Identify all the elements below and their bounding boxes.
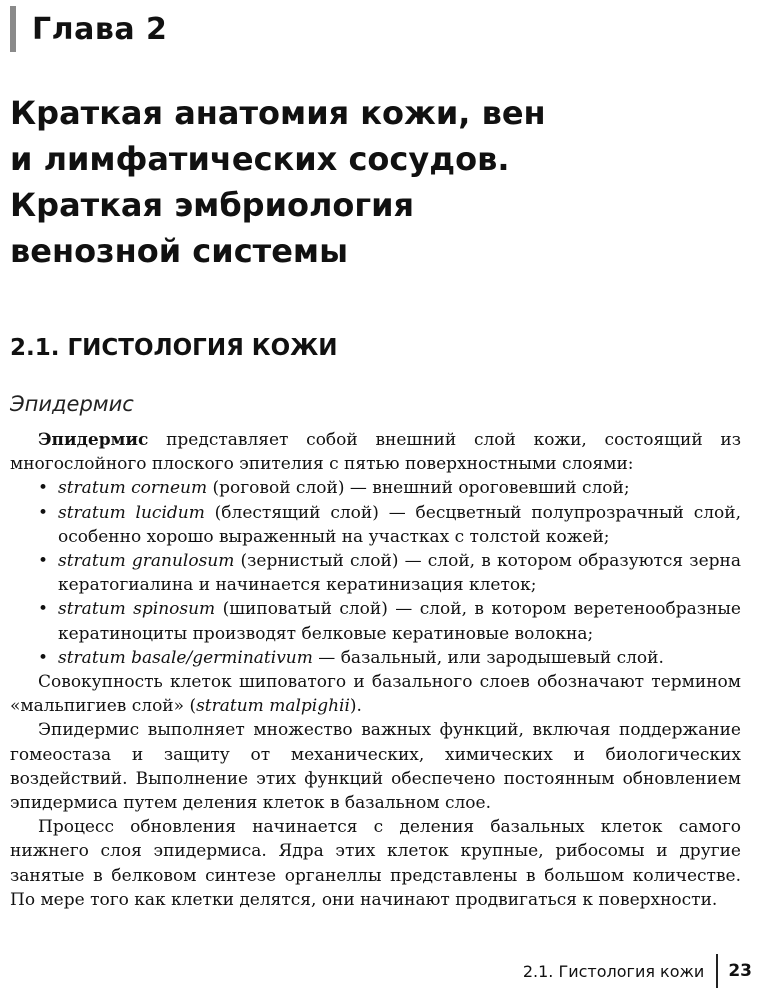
list-item bbox=[10, 501, 741, 549]
layer-latin: stratum lucidum bbox=[58, 502, 205, 523]
list-item bbox=[10, 646, 741, 670]
section-heading: 2.1. ГИСТОЛОГИЯ КОЖИ bbox=[10, 335, 338, 361]
layer-latin: stratum corneum bbox=[58, 478, 208, 499]
footer-section-title: 2.1. Гистология кожи bbox=[522, 961, 705, 981]
renewal-paragraph: Процесс обновления начинается с деления базальных клеток самого нижнего слоя эпидермиса. Ядра этих клеток крупные, рибосомы и другие занятые в белковом синтезе органеллы представлены в большом количестве. По мере того как клетки делятся, они начинают продвигаться к поверхности. bbox=[10, 817, 741, 910]
bullet-icon: • bbox=[38, 599, 49, 620]
subsection-heading: Эпидермис bbox=[10, 392, 134, 416]
layer-latin: stratum spinosum bbox=[58, 599, 216, 620]
layer-text: — базальный, или зародышевый слой. bbox=[312, 647, 664, 668]
chapter-label: Глава 2 bbox=[32, 11, 168, 47]
list-item bbox=[10, 597, 741, 645]
bullet-icon: • bbox=[38, 502, 49, 523]
chapter-title-line: Краткая эмбриология bbox=[10, 186, 415, 224]
layers-list bbox=[10, 476, 741, 670]
layer-text: (блестящий слой) — бесцветный полупрозрачный слой, особенно хорошо выраженный на участках с толстой кожей; bbox=[58, 502, 741, 547]
chapter-title-line: Краткая анатомия кожи, вен bbox=[10, 94, 546, 132]
page-number: 23 bbox=[728, 961, 752, 981]
chapter-title bbox=[10, 90, 750, 274]
list-item bbox=[10, 476, 741, 500]
layer-latin: stratum basale/germinativum bbox=[58, 647, 313, 668]
intro-term: Эпидермис bbox=[38, 430, 149, 450]
malpighian-text-after: ). bbox=[349, 696, 362, 717]
malpighian-paragraph bbox=[10, 670, 741, 718]
layer-text: (зернистый слой) — слой, в котором образуются зерна кератогиалина и начинается кератинизация клеток; bbox=[58, 551, 741, 596]
bullet-icon: • bbox=[38, 647, 49, 668]
chapter-title-line: и лимфатических сосудов. bbox=[10, 140, 510, 178]
list-item bbox=[10, 549, 741, 597]
layer-latin: stratum granulosum bbox=[58, 551, 235, 572]
functions-paragraph: Эпидермис выполняет множество важных функций, включая поддержание гомеостаза и защиту от механических, химических и биологических воздействий. Выполнение этих функций обеспечено постоянным обновлением эпидермиса путем деления клеток в базальном слое. bbox=[10, 720, 741, 814]
chapter-title-line: венозной системы bbox=[10, 232, 348, 270]
bullet-icon: • bbox=[38, 551, 49, 572]
page-footer bbox=[523, 954, 752, 988]
chapter-header bbox=[10, 6, 167, 52]
intro-text: представляет собой внешний слой кожи, состоящий из многослойного плоского эпителия с пятью поверхностными слоями: bbox=[10, 430, 741, 475]
bullet-icon: • bbox=[38, 478, 49, 499]
malpighian-latin: stratum malpighii bbox=[196, 696, 350, 717]
layer-text: (шиповатый слой) — слой, в котором веретенообразные кератиноциты производят белковые кератиновые волокна; bbox=[58, 599, 741, 644]
layer-text: (роговой слой) — внешний ороговевший слой; bbox=[207, 478, 630, 499]
body-text bbox=[10, 428, 741, 912]
malpighian-text-before: Совокупность клеток шиповатого и базального слоев обозначают термином «мальпигиев слой» ( bbox=[10, 672, 741, 717]
intro-paragraph bbox=[10, 428, 741, 476]
